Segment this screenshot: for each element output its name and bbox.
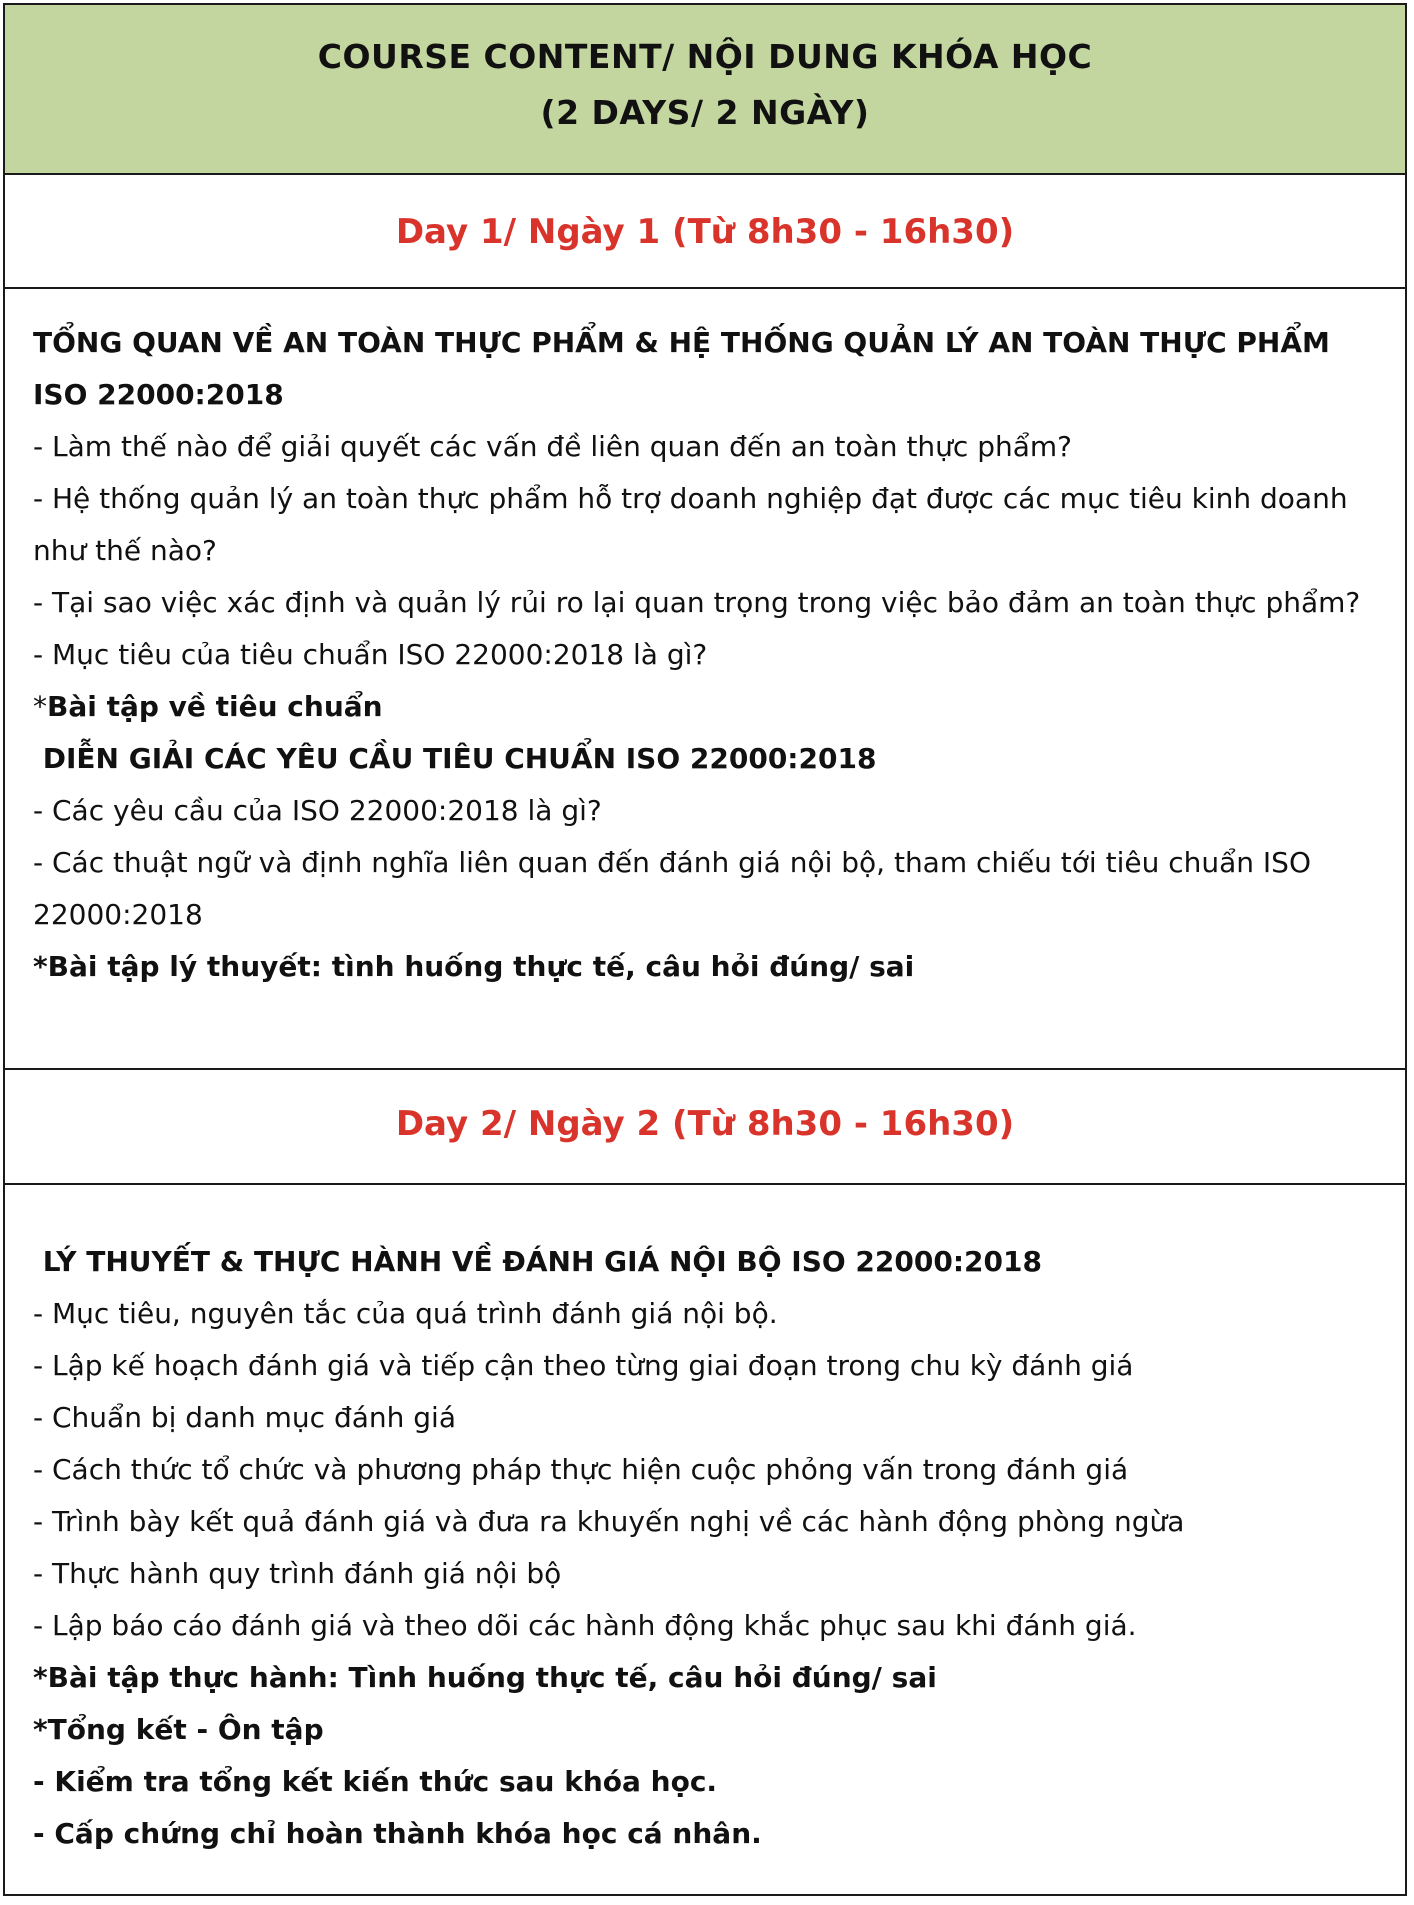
bullet-item: - Cách thức tổ chức và phương pháp thực hiện cuộc phỏng vấn trong đánh giá	[33, 1453, 1129, 1486]
divider	[5, 1068, 1405, 1070]
day2-content	[33, 1236, 1381, 1860]
day1-content	[33, 317, 1381, 993]
bullet-item: - Lập báo cáo đánh giá và theo dõi các hành động khắc phục sau khi đánh giá.	[33, 1609, 1137, 1642]
section-heading: LÝ THUYẾT & THỰC HÀNH VỀ ĐÁNH GIÁ NỘI BỘ ISO 22000:2018	[33, 1245, 1042, 1278]
day2-title: Day 2/ Ngày 2 (Từ 8h30 - 16h30)	[395, 1104, 1015, 1144]
exam-line: - Kiểm tra tổng kết kiến thức sau khóa học.	[33, 1765, 718, 1798]
table-header	[5, 5, 1405, 175]
bullet-item: - Các yêu cầu của ISO 22000:2018 là gì?	[33, 794, 602, 827]
exercise-text: Bài tập về tiêu chuẩn	[47, 690, 383, 723]
exercise-line: *Bài tập lý thuyết: tình huống thực tế, câu hỏi đúng/ sai	[33, 950, 915, 983]
summary-line: *Tổng kết - Ôn tập	[33, 1713, 324, 1746]
day1-title: Day 1/ Ngày 1 (Từ 8h30 - 16h30)	[395, 212, 1015, 252]
bullet-item: - Chuẩn bị danh mục đánh giá	[33, 1401, 456, 1434]
header-title: COURSE CONTENT/ NỘI DUNG KHÓA HỌC	[317, 37, 1093, 76]
certificate-line: - Cấp chứng chỉ hoàn thành khóa học cá nhân.	[33, 1817, 762, 1850]
divider	[5, 287, 1405, 289]
bullet-item: - Tại sao việc xác định và quản lý rủi ro lại quan trọng trong việc bảo đảm an toàn thực phẩm?	[33, 586, 1361, 619]
section-heading: DIỄN GIẢI CÁC YÊU CẦU TIÊU CHUẨN ISO 22000:2018	[33, 742, 877, 775]
bullet-item: - Hệ thống quản lý an toàn thực phẩm hỗ trợ doanh nghiệp đạt được các mục tiêu kinh doanh như thế nào?	[33, 482, 1348, 567]
bullet-item: - Mục tiêu, nguyên tắc của quá trình đánh giá nội bộ.	[33, 1297, 778, 1330]
asterisk: *	[33, 690, 47, 723]
bullet-item: - Trình bày kết quả đánh giá và đưa ra khuyến nghị về các hành động phòng ngừa	[33, 1505, 1185, 1538]
bullet-item: - Lập kế hoạch đánh giá và tiếp cận theo từng giai đoạn trong chu kỳ đánh giá	[33, 1349, 1134, 1382]
section-heading: TỔNG QUAN VỀ AN TOÀN THỰC PHẨM & HỆ THỐNG QUẢN LÝ AN TOÀN THỰC PHẨM ISO 22000:2018	[33, 326, 1330, 411]
exercise-line	[33, 681, 1381, 733]
exercise-line: *Bài tập thực hành: Tình huống thực tế, câu hỏi đúng/ sai	[33, 1661, 937, 1694]
bullet-item: - Mục tiêu của tiêu chuẩn ISO 22000:2018 là gì?	[33, 638, 708, 671]
bullet-item: - Các thuật ngữ và định nghĩa liên quan đến đánh giá nội bộ, tham chiếu tới tiêu chuẩn ISO 22000:2018	[33, 846, 1311, 931]
header-duration: (2 DAYS/ 2 NGÀY)	[540, 93, 870, 132]
divider	[5, 1183, 1405, 1185]
bullet-item: - Thực hành quy trình đánh giá nội bộ	[33, 1557, 562, 1590]
course-content-table	[3, 3, 1407, 1896]
bullet-item: - Làm thế nào để giải quyết các vấn đề liên quan đến an toàn thực phẩm?	[33, 430, 1073, 463]
